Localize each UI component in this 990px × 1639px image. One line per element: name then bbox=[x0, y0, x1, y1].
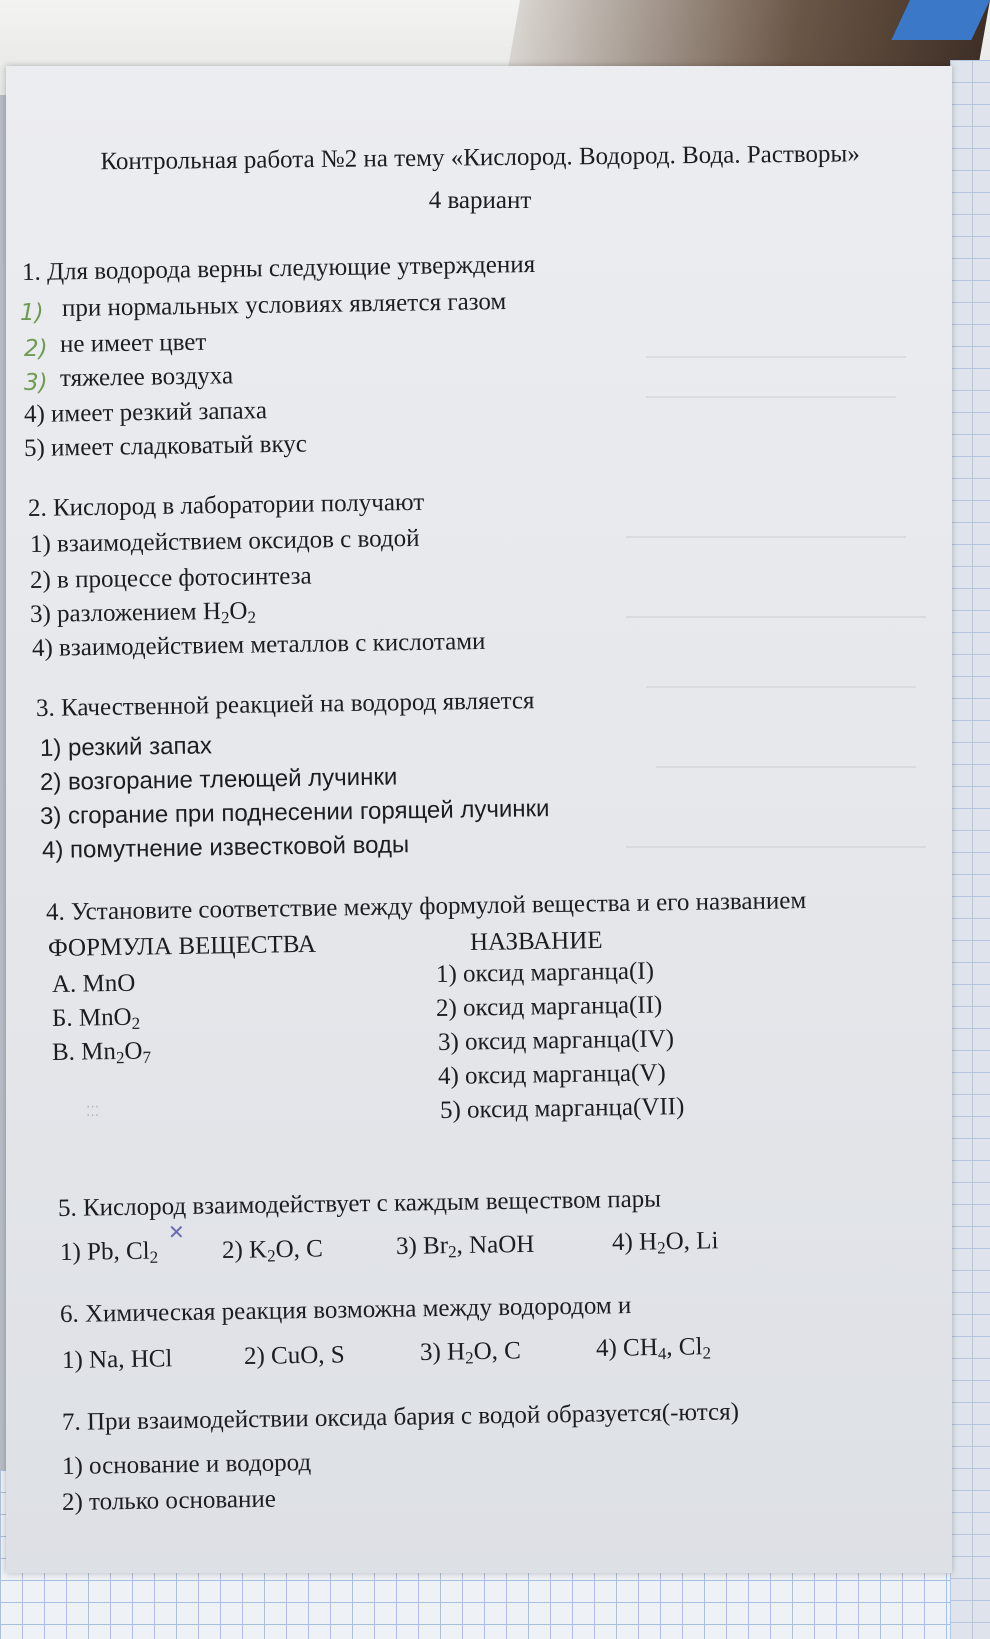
q5-option-1: 1) Pb, $Cl_2$ bbox=[59, 1237, 159, 1267]
q4-name-5: 5) оксид марганца(VII) bbox=[439, 1093, 685, 1124]
q4-name-4: 4) оксид марганца(V) bbox=[437, 1059, 666, 1090]
question-2: 2. Кислород в лаборатории получают bbox=[27, 488, 425, 522]
handwritten-number-2: 2) bbox=[24, 336, 48, 362]
question-5: 5. Кислород взаимодействует с каждым веществом пары bbox=[57, 1185, 662, 1222]
q5-option-4: 4) $H_2O$, Li bbox=[611, 1227, 719, 1258]
q4-name-1: 1) оксид марганца(I) bbox=[435, 957, 655, 988]
q3-option-4: 4) помутнение известковой воды bbox=[41, 831, 410, 864]
handwritten-number-1: 1) bbox=[20, 300, 44, 326]
q4-column-name: НАЗВАНИЕ bbox=[469, 926, 603, 956]
q5-option-2: 2) $K_2O$, C bbox=[221, 1235, 324, 1266]
q6-option-4: 4) $CH_4$, $Cl_2$ bbox=[595, 1333, 712, 1364]
q1-option-3: тяжелее воздуха bbox=[59, 362, 234, 392]
q1-option-2: не имеет цвет bbox=[59, 328, 207, 358]
q2-option-3: 3) разложением $H_2O_2$ bbox=[29, 597, 257, 628]
variant-label: 4 вариант bbox=[428, 187, 532, 214]
q4-name-2: 2) оксид марганца(II) bbox=[435, 991, 663, 1022]
question-7: 7. При взаимодействии оксида бария с водой образуется(-ются) bbox=[61, 1398, 740, 1436]
q3-option-3: 3) сгорание при поднесении горящей лучинки bbox=[39, 794, 550, 830]
handwritten-number-3: 3) bbox=[24, 370, 48, 396]
q3-option-2: 2) возгорание тлеющей лучинки bbox=[39, 763, 398, 796]
q2-option-2: 2) в процессе фотосинтеза bbox=[29, 562, 312, 594]
q4-formula-b: Б. MnO$_2$ bbox=[51, 1003, 141, 1033]
q6-option-2: 2) CuO, S bbox=[243, 1341, 345, 1370]
q4-formula-c: В. $Mn_2O_7$ bbox=[51, 1037, 152, 1068]
question-1: 1. Для водорода верны следующие утверждения bbox=[21, 250, 536, 286]
q4-formula-a: А. MnO bbox=[51, 969, 136, 998]
q7-option-2: 2) только основание bbox=[61, 1485, 277, 1516]
question-4: 4. Установите соответствие между формулой вещества и его названием bbox=[45, 887, 807, 926]
q4-column-formula: ФОРМУЛА ВЕЩЕСТВА bbox=[47, 930, 317, 962]
q2-option-4: 4) взаимодействием металлов с кислотами bbox=[31, 627, 486, 662]
q3-option-1: 1) резкий запах bbox=[39, 732, 213, 762]
test-title: Контрольная работа №2 на тему «Кислород. Водород. Вода. Растворы» bbox=[100, 140, 860, 176]
question-6: 6. Химическая реакция возможна между водородом и bbox=[59, 1292, 632, 1328]
question-3: 3. Качественной реакцией на водород является bbox=[35, 687, 535, 722]
q1-option-1: при нормальных условиях является газом bbox=[61, 288, 507, 322]
q1-option-4: 4) имеет резкий запаха bbox=[23, 397, 268, 428]
q6-option-3: 3) $H_2O$, C bbox=[419, 1337, 522, 1368]
q2-option-1: 1) взаимодействием оксидов с водой bbox=[29, 524, 420, 558]
pen-tick-mark: ✕ bbox=[168, 1220, 185, 1244]
q4-name-3: 3) оксид марганца(IV) bbox=[437, 1025, 675, 1056]
faint-smudge: ⁚⁚⁚ bbox=[86, 1105, 100, 1120]
q5-option-3: 3) $Br_2$, NaOH bbox=[395, 1230, 535, 1262]
q6-option-1: 1) Na, HCl bbox=[61, 1345, 173, 1374]
q1-option-5: 5) имеет сладковатый вкус bbox=[23, 430, 308, 462]
q7-option-1: 1) основание и водород bbox=[61, 1449, 312, 1480]
graph-paper-right bbox=[950, 60, 990, 1639]
